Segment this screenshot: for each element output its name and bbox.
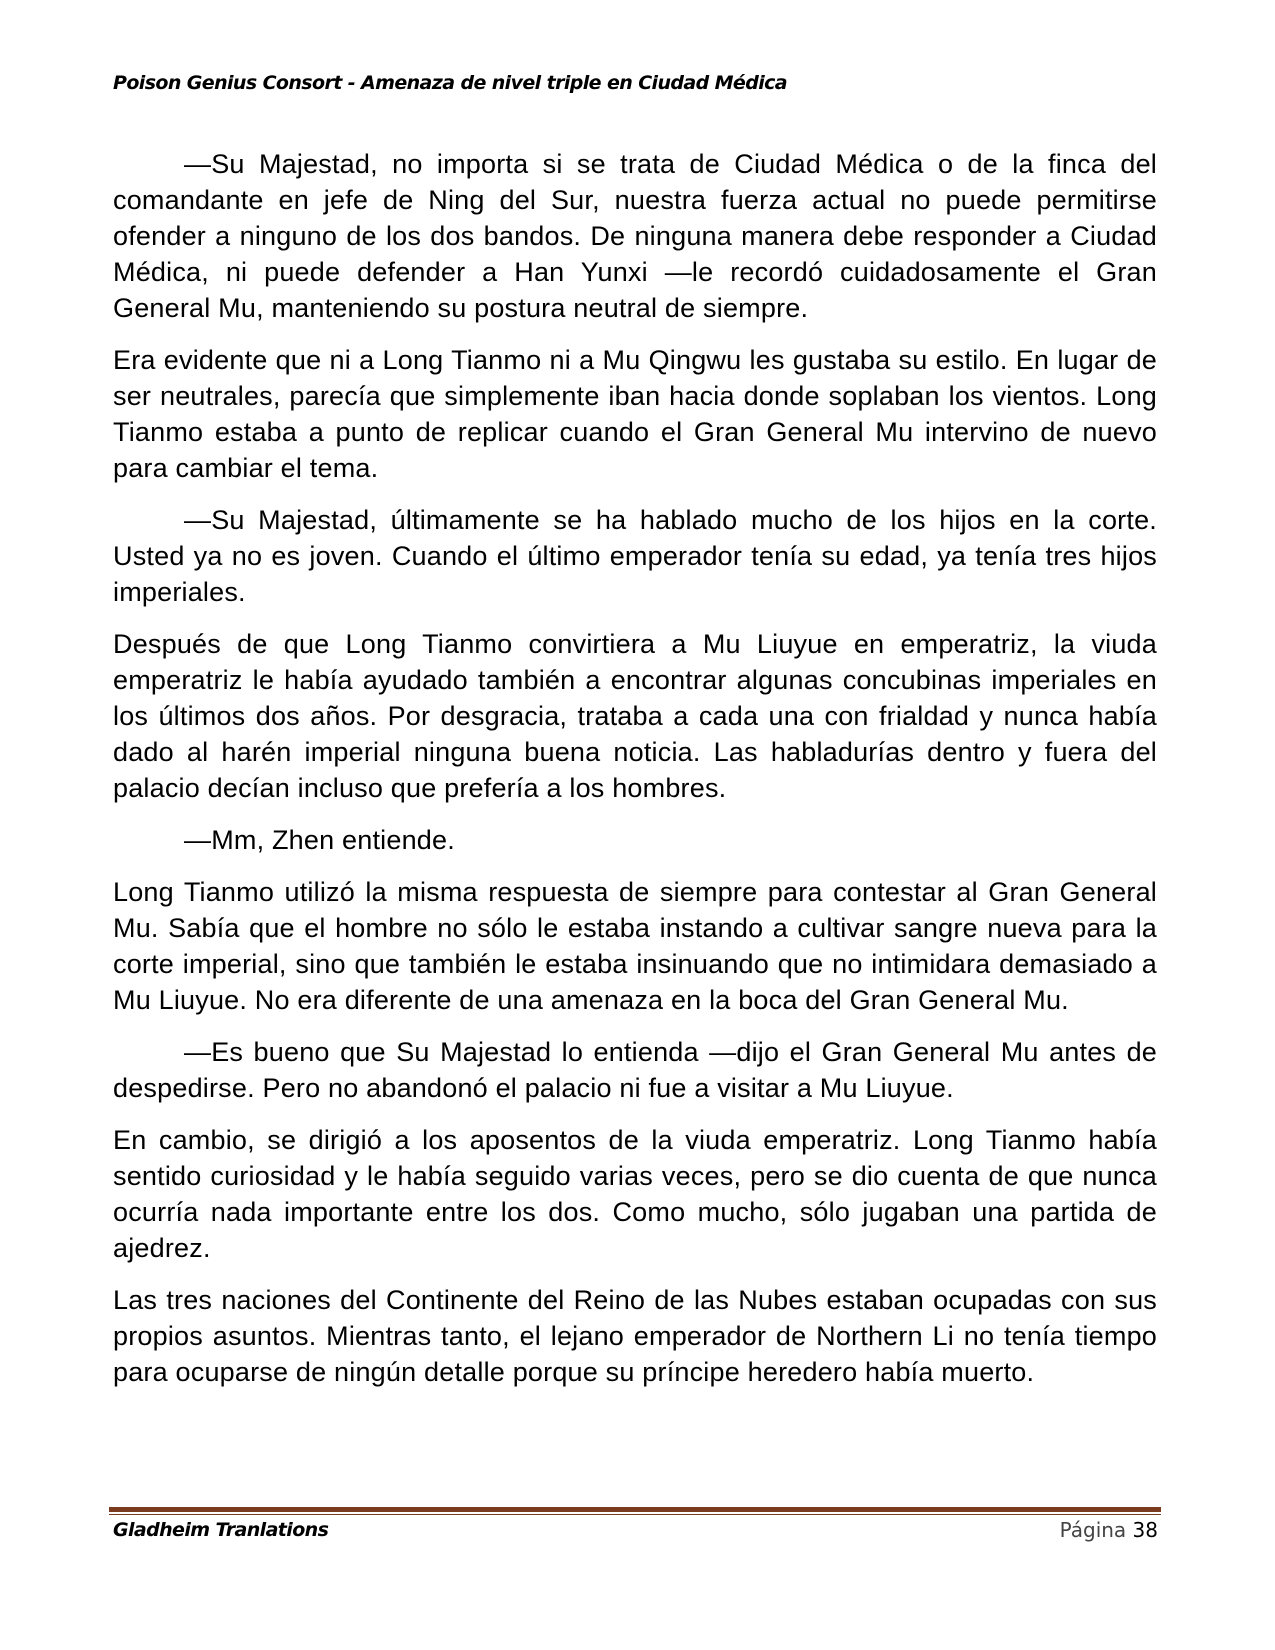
footer-page-number (1060, 1518, 1158, 1542)
paragraph-5: —Mm, Zhen entiende. (184, 825, 455, 855)
paragraph-6: Long Tianmo utilizó la misma respuesta de siempre para contestar al Gran General Mu. Sabía que el hombre no sólo le estaba instando a cultivar sangre nueva para la corte imperial, sino que también le estaba insinuando que no intimidara demasiado a Mu Liuyue. No era diferente de una amenaza en la boca del Gran General Mu. (113, 877, 1157, 1015)
chapter-body (113, 146, 1157, 1406)
footer-publisher: Gladheim Tranlations (113, 1519, 329, 1541)
paragraph-3: —Su Majestad, últimamente se ha hablado mucho de los hijos en la corte. Usted ya no es joven. Cuando el último emperador tenía su edad, ya tenía tres hijos imperiales. (113, 505, 1157, 607)
paragraph-1: —Su Majestad, no importa si se trata de Ciudad Médica o de la finca del comandante en jefe de Ning del Sur, nuestra fuerza actual no puede permitirse ofender a ninguno de los dos bandos. De ninguna manera debe responder a Ciudad Médica, ni puede defender a Han Yunxi —le recordó cuidadosamente el Gran General Mu, manteniendo su postura neutral de siempre. (113, 149, 1157, 323)
page-label: Página (1059, 1518, 1127, 1542)
footer-divider-thin (109, 1514, 1161, 1515)
paragraph-9: Las tres naciones del Continente del Reino de las Nubes estaban ocupadas con sus propios asuntos. Mientras tanto, el lejano emperador de Northern Li no tenía tiempo para ocuparse de ningún detalle porque su príncipe heredero había muerto. (113, 1285, 1157, 1387)
paragraph-4: Después de que Long Tianmo convirtiera a Mu Liuyue en emperatriz, la viuda emperatriz le había ayudado también a encontrar algunas concubinas imperiales en los últimos dos años. Por desgracia, trataba a cada una con frialdad y nunca había dado al harén imperial ninguna buena noticia. Las habladurías dentro y fuera del palacio decían incluso que prefería a los hombres. (113, 629, 1157, 803)
paragraph-8: En cambio, se dirigió a los aposentos de la viuda emperatriz. Long Tianmo había sentido curiosidad y le había seguido varias veces, pero se dio cuenta de que nunca ocurría nada importante entre los dos. Como mucho, sólo jugaban una partida de ajedrez. (113, 1125, 1157, 1263)
paragraph-2: Era evidente que ni a Long Tianmo ni a Mu Qingwu les gustaba su estilo. En lugar de ser neutrales, parecía que simplemente iban hacia donde soplaban los vientos. Long Tianmo estaba a punto de replicar cuando el Gran General Mu intervino de nuevo para cambiar el tema. (113, 345, 1157, 483)
footer-divider (109, 1507, 1161, 1512)
page-header: Poison Genius Consort - Amenaza de nivel triple en Ciudad Médica (113, 72, 788, 94)
page-number: 38 (1132, 1518, 1158, 1542)
paragraph-7: —Es bueno que Su Majestad lo entienda —dijo el Gran General Mu antes de despedirse. Pero no abandonó el palacio ni fue a visitar a Mu Liuyue. (113, 1037, 1157, 1103)
